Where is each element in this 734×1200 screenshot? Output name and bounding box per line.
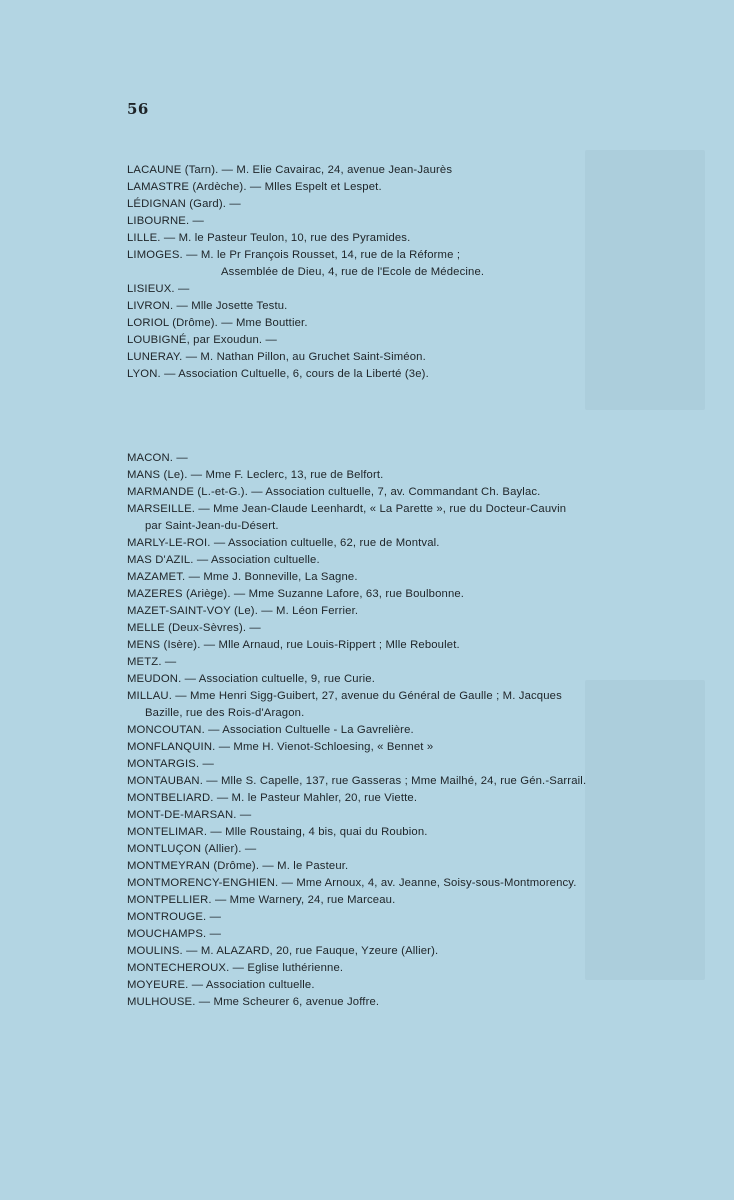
directory-entry: MOULINS. — M. ALAZARD, 20, rue Fauque, Yzeure (Allier). bbox=[127, 945, 439, 957]
directory-entry: MARMANDE (L.-et-G.). — Association cultuelle, 7, av. Commandant Ch. Baylac. bbox=[127, 486, 541, 498]
directory-entry-continuation: Assemblée de Dieu, 4, rue de l'Ecole de Médecine. bbox=[221, 266, 485, 278]
directory-entry: MONTBELIARD. — M. le Pasteur Mahler, 20, rue Viette. bbox=[127, 792, 418, 804]
directory-entry: MONTAUBAN. — Mlle S. Capelle, 137, rue Gasseras ; Mme Mailhé, 24, rue Gén.-Sarrail. bbox=[127, 775, 587, 787]
directory-entry: LACAUNE (Tarn). — M. Elie Cavairac, 24, avenue Jean-Jaurès bbox=[127, 164, 453, 176]
directory-entry: MONTPELLIER. — Mme Warnery, 24, rue Marceau. bbox=[127, 894, 396, 906]
directory-entry: MULHOUSE. — Mme Scheurer 6, avenue Joffre. bbox=[127, 996, 380, 1008]
directory-entry: MAZAMET. — Mme J. Bonneville, La Sagne. bbox=[127, 571, 358, 583]
page-number: 56 bbox=[127, 100, 149, 118]
directory-entry: MONTLUÇON (Allier). — bbox=[127, 843, 257, 855]
directory-entry: LISIEUX. — bbox=[127, 283, 190, 295]
directory-entry: MACON. — bbox=[127, 452, 188, 464]
directory-section-l bbox=[127, 162, 667, 383]
directory-entry: LIBOURNE. — bbox=[127, 215, 204, 227]
directory-entry: LOUBIGNÉ, par Exoudun. — bbox=[127, 334, 277, 346]
directory-entry: MELLE (Deux-Sèvres). — bbox=[127, 622, 261, 634]
directory-entry: MONFLANQUIN. — Mme H. Vienot-Schloesing, « Bennet » bbox=[127, 741, 434, 753]
directory-entry: MONTMORENCY-ENGHIEN. — Mme Arnoux, 4, av. Jeanne, Soisy-sous-Montmorency. bbox=[127, 877, 577, 889]
directory-entry-continuation: Bazille, rue des Rois-d'Aragon. bbox=[145, 707, 305, 719]
directory-entry: MENS (Isère). — Mlle Arnaud, rue Louis-Rippert ; Mlle Reboulet. bbox=[127, 639, 460, 651]
directory-entry: LORIOL (Drôme). — Mme Bouttier. bbox=[127, 317, 308, 329]
directory-entry: MOYEURE. — Association cultuelle. bbox=[127, 979, 315, 991]
directory-entry: LYON. — Association Cultuelle, 6, cours de la Liberté (3e). bbox=[127, 368, 429, 380]
directory-entry: MONTMEYRAN (Drôme). — M. le Pasteur. bbox=[127, 860, 349, 872]
directory-entry: LAMASTRE (Ardèche). — Mlles Espelt et Lespet. bbox=[127, 181, 382, 193]
directory-entry: LILLE. — M. le Pasteur Teulon, 10, rue des Pyramides. bbox=[127, 232, 411, 244]
directory-entry: LIVRON. — Mlle Josette Testu. bbox=[127, 300, 288, 312]
directory-entry: LUNERAY. — M. Nathan Pillon, au Gruchet Saint-Siméon. bbox=[127, 351, 426, 363]
directory-entry: MAS D'AZIL. — Association cultuelle. bbox=[127, 554, 320, 566]
directory-entry: LIMOGES. — M. le Pr François Rousset, 14, rue de la Réforme ; bbox=[127, 249, 461, 261]
directory-entry: MEUDON. — Association cultuelle, 9, rue Curie. bbox=[127, 673, 375, 685]
directory-entry: MANS (Le). — Mme F. Leclerc, 13, rue de Belfort. bbox=[127, 469, 384, 481]
directory-section-m bbox=[127, 450, 667, 1011]
directory-entry: MONTECHEROUX. — Eglise luthérienne. bbox=[127, 962, 344, 974]
directory-entry: MONTELIMAR. — Mlle Roustaing, 4 bis, quai du Roubion. bbox=[127, 826, 428, 838]
directory-entry: MAZERES (Ariège). — Mme Suzanne Lafore, 63, rue Boulbonne. bbox=[127, 588, 465, 600]
directory-entry-continuation: par Saint-Jean-du-Désert. bbox=[145, 520, 279, 532]
directory-entry: MONCOUTAN. — Association Cultuelle - La Gavrelière. bbox=[127, 724, 414, 736]
directory-entry: MAZET-SAINT-VOY (Le). — M. Léon Ferrier. bbox=[127, 605, 359, 617]
directory-entry: MOUCHAMPS. — bbox=[127, 928, 222, 940]
directory-entry: MONT-DE-MARSAN. — bbox=[127, 809, 252, 821]
directory-entry: MONTROUGE. — bbox=[127, 911, 222, 923]
directory-entry: LÉDIGNAN (Gard). — bbox=[127, 198, 241, 210]
directory-entry: MONTARGIS. — bbox=[127, 758, 214, 770]
directory-entry: MARSEILLE. — Mme Jean-Claude Leenhardt, « La Parette », rue du Docteur-Cauvin bbox=[127, 503, 567, 515]
directory-entry: MILLAU. — Mme Henri Sigg-Guibert, 27, avenue du Général de Gaulle ; M. Jacques bbox=[127, 690, 562, 702]
directory-entry: MARLY-LE-ROI. — Association cultuelle, 62, rue de Montval. bbox=[127, 537, 440, 549]
directory-entry: METZ. — bbox=[127, 656, 177, 668]
